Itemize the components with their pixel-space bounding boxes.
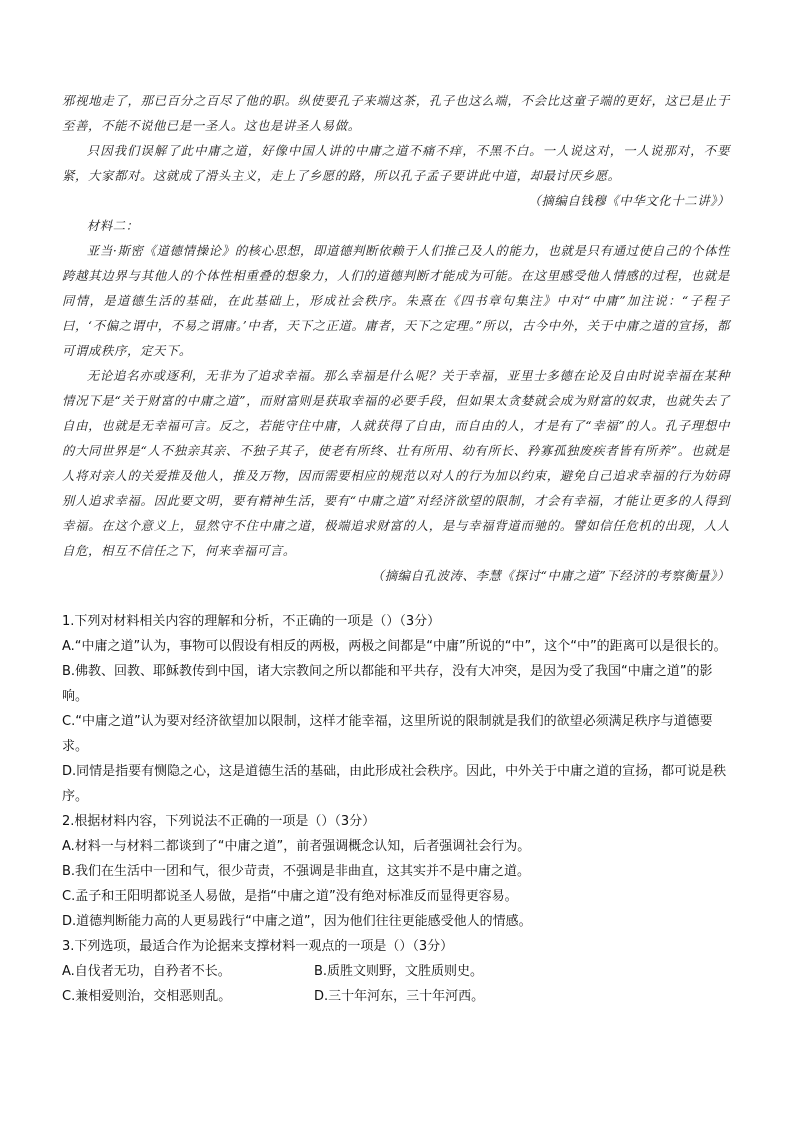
passage-one-source: （摘编自钱穆《中华文化十二讲》） bbox=[528, 193, 730, 208]
questions-section bbox=[62, 609, 730, 1009]
passage-two-heading: 材料二： bbox=[86, 218, 139, 233]
question-2-option-a: A.材料一与材料二都谈到了“中庸之道”，前者强调概念认知，后者强调社会行为。 bbox=[62, 839, 531, 854]
question-2-stem: 2.根据材料内容，下列说法不正确的一项是（）（3分） bbox=[62, 814, 376, 829]
passage-one bbox=[62, 88, 730, 213]
question-2-option-d: D.道德判断能力高的人更易践行“中庸之道”，因为他们往往更能感受他人的情感。 bbox=[62, 914, 532, 929]
question-1-option-b: B.佛教、回教、耶稣教传到中国，诸大宗教间之所以都能和平共存，没有大冲突，是因为受了我国“中庸之道”的影响。 bbox=[62, 664, 713, 704]
passage-one-paragraph-2: 只因我们误解了此中庸之道，好像中国人讲的中庸之道不痛不痒，不黑不白。一人说这对，一人说那对，不要紧，大家都对。这就成了滑头主义，走上了乡愿的路，所以孔子孟子要讲此中道，却最讨厌乡愿。 bbox=[62, 143, 730, 183]
question-3-stem: 3.下列选项，最适合作为论据来支撑材料一观点的一项是（）（3分） bbox=[62, 939, 454, 954]
question-1-stem: 1.下列对材料相关内容的理解和分析，不正确的一项是（）（3分） bbox=[62, 614, 441, 629]
question-3-option-b: B.质胜文则野，文胜质则史。 bbox=[314, 964, 484, 979]
question-1-option-d: D.同情是指要有恻隐之心，这是道德生活的基础，由此形成社会秩序。因此，中外关于中庸之道的宣扬，都可说是秩序。 bbox=[62, 764, 727, 804]
passage-two bbox=[62, 213, 730, 588]
question-1-option-a: A.“中庸之道”认为，事物可以假设有相反的两极，两极之间都是“中庸”所说的“中”，这个“中”的距离可以是很长的。 bbox=[62, 639, 727, 654]
question-3-options-row-1 bbox=[62, 959, 730, 984]
question-3-options-row-2 bbox=[62, 984, 730, 1009]
question-3-option-c: C.兼相爱则治，交相恶则乱。 bbox=[62, 989, 232, 1004]
passage-one-paragraph-1: 邪视地走了，那已百分之百尽了他的职。纵使要孔子来端这茶，孔子也这么端，不会比这童子端的更好，这已是止于至善，不能不说他已是一圣人。这也是讲圣人易做。 bbox=[62, 93, 730, 133]
passage-two-paragraph-2: 无论追名亦或逐利，无非为了追求幸福。那么幸福是什么呢？关于幸福，亚里士多德在论及自由时说幸福在某种情况下是“关于财富的中庸之道”，而财富则是获取幸福的必要手段，但如果太贪婪就会成为财富的奴隶，也就失去了自由，也就是无幸福可言。反之，若能守住中庸，人就获得了自由，而自由的人，才是有了“幸福”的人。孔子理想中的大同世界是“人不独亲其亲、不独子其子，使老有所终、壮有所用、幼有所长、矜寡孤独废疾者皆有所养”。也就是人将对亲人的关爱推及他人，推及万物，因而需要相应的规范以对人的行为加以约束，避免自己追求幸福的行为妨碍别人追求幸福。因此要文明，要有精神生活，要有“中庸之道”对经济欲望的限制，才会有幸福，才能让更多的人得到幸福。在这个意义上，显然守不住中庸之道，极端追求财富的人，是与幸福背道而驰的。譬如信任危机的出现，人人自危，相互不信任之下，何来幸福可言。 bbox=[62, 368, 730, 558]
passage-two-paragraph-1: 亚当·斯密《道德情操论》的核心思想，即道德判断依赖于人们推己及人的能力，也就是只有通过使自己的个体性跨越其边界与其他人的个体性相重叠的想象力，人们的道德判断才能成为可能。在这里感受他人情感的过程，也就是同情，是道德生活的基础，在此基础上，形成社会秩序。朱熹在《四书章句集注》中对“中庸”加注说：“子程子曰，‘不偏之谓中，不易之谓庸。’中者，天下之正道。庸者，天下之定理。”所以，古今中外，关于中庸之道的宣扬，都可谓成秩序，定天下。 bbox=[62, 243, 730, 358]
passage-two-source: （摘编自孔波涛、李慧《探讨“中庸之道”下经济的考察衡量》） bbox=[371, 568, 730, 583]
question-1-option-c: C.“中庸之道”认为要对经济欲望加以限制，这样才能幸福，这里所说的限制就是我们的欲望必须满足秩序与道德要求。 bbox=[62, 714, 713, 754]
question-3-option-a: A.自伐者无功，自矜者不长。 bbox=[62, 964, 231, 979]
question-2-option-c: C.孟子和王阳明都说圣人易做，是指“中庸之道”没有绝对标准反而显得更容易。 bbox=[62, 889, 518, 904]
question-2-option-b: B.我们在生活中一团和气，很少苛责，不强调是非曲直，这其实并不是中庸之道。 bbox=[62, 864, 531, 879]
question-3-option-d: D.三十年河东，三十年河西。 bbox=[314, 989, 485, 1004]
